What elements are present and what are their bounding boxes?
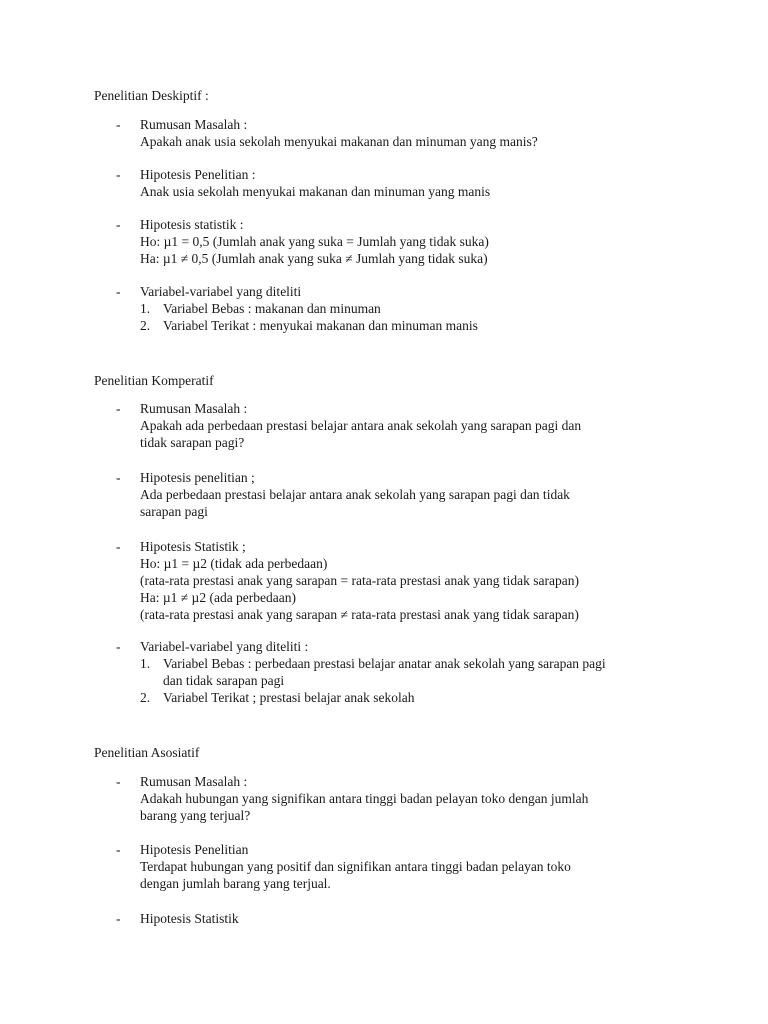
numbered-item — [140, 655, 700, 672]
item-number: 2. — [140, 318, 151, 333]
item-text: barang yang terjual? — [140, 808, 251, 823]
item-text: sarapan pagi — [140, 504, 208, 519]
item-text: Ho: µ1 = 0,5 (Jumlah anak yang suka = Jumlah yang tidak suka) — [140, 234, 489, 249]
item-title: Hipotesis Statistik — [140, 911, 239, 926]
numbered-item — [140, 300, 700, 317]
list-dash: - — [116, 911, 121, 926]
list-dash: - — [116, 167, 121, 182]
section-heading-asosiatif: Penelitian Asosiatif — [94, 745, 200, 760]
item-title: Hipotesis penelitian ; — [140, 470, 255, 485]
item-text: Adakah hubungan yang signifikan antara tinggi badan pelayan toko dengan jumlah — [140, 791, 589, 806]
item-number: 1. — [140, 656, 151, 671]
item-title: Hipotesis Penelitian — [140, 842, 249, 857]
item-title: Rumusan Masalah : — [140, 774, 248, 789]
item-text: Apakah anak usia sekolah menyukai makanan dan minuman yang manis? — [140, 134, 538, 149]
list-dash: - — [116, 639, 121, 654]
numbered-item — [140, 689, 700, 706]
item-text: Ada perbedaan prestasi belajar antara anak sekolah yang sarapan pagi dan tidak — [140, 487, 570, 502]
item-text: Variabel Terikat ; prestasi belajar anak sekolah — [163, 690, 415, 705]
list-dash: - — [116, 842, 121, 857]
item-title: Rumusan Masalah : — [140, 401, 248, 416]
section-heading-deskriptif: Penelitian Deskiptif : — [94, 88, 209, 103]
list-dash: - — [116, 217, 121, 232]
item-text: tidak sarapan pagi? — [140, 435, 245, 450]
item-text: Ho: µ1 = µ2 (tidak ada perbedaan) — [140, 556, 328, 571]
list-dash: - — [116, 539, 121, 554]
item-text: Variabel Terikat : menyukai makanan dan minuman manis — [163, 318, 478, 333]
list-dash: - — [116, 774, 121, 789]
list-dash: - — [116, 284, 121, 299]
item-text-continuation: dan tidak sarapan pagi — [163, 673, 285, 688]
item-number: 2. — [140, 690, 151, 705]
item-text: Terdapat hubungan yang positif dan signifikan antara tinggi badan pelayan toko — [140, 859, 571, 874]
item-text: (rata-rata prestasi anak yang sarapan = rata-rata prestasi anak yang tidak sarapan) — [140, 573, 580, 588]
item-title: Rumusan Masalah : — [140, 117, 248, 132]
item-text: (rata-rata prestasi anak yang sarapan ≠ rata-rata prestasi anak yang tidak sarapan) — [140, 607, 579, 622]
item-text: Apakah ada perbedaan prestasi belajar antara anak sekolah yang sarapan pagi dan — [140, 418, 582, 433]
list-dash: - — [116, 401, 121, 416]
section-heading-komperatif: Penelitian Komperatif — [94, 373, 214, 388]
item-title: Hipotesis Statistik ; — [140, 539, 246, 554]
list-dash: - — [116, 470, 121, 485]
item-text: dengan jumlah barang yang terjual. — [140, 876, 331, 891]
list-dash: - — [116, 117, 121, 132]
item-text: Ha: µ1 ≠ 0,5 (Jumlah anak yang suka ≠ Jumlah yang tidak suka) — [140, 251, 488, 266]
item-text: Variabel Bebas : perbedaan prestasi belajar anatar anak sekolah yang sarapan pagi — [163, 656, 606, 671]
item-title: Hipotesis statistik : — [140, 217, 244, 232]
item-text: Anak usia sekolah menyukai makanan dan minuman yang manis — [140, 184, 491, 199]
item-title: Variabel-variabel yang diteliti — [140, 284, 302, 299]
item-text: Ha: µ1 ≠ µ2 (ada perbedaan) — [140, 590, 297, 605]
item-title: Variabel-variabel yang diteliti : — [140, 639, 309, 654]
item-title: Hipotesis Penelitian : — [140, 167, 256, 182]
item-text: Variabel Bebas : makanan dan minuman — [163, 301, 381, 316]
numbered-item — [140, 317, 700, 334]
item-number: 1. — [140, 301, 151, 316]
